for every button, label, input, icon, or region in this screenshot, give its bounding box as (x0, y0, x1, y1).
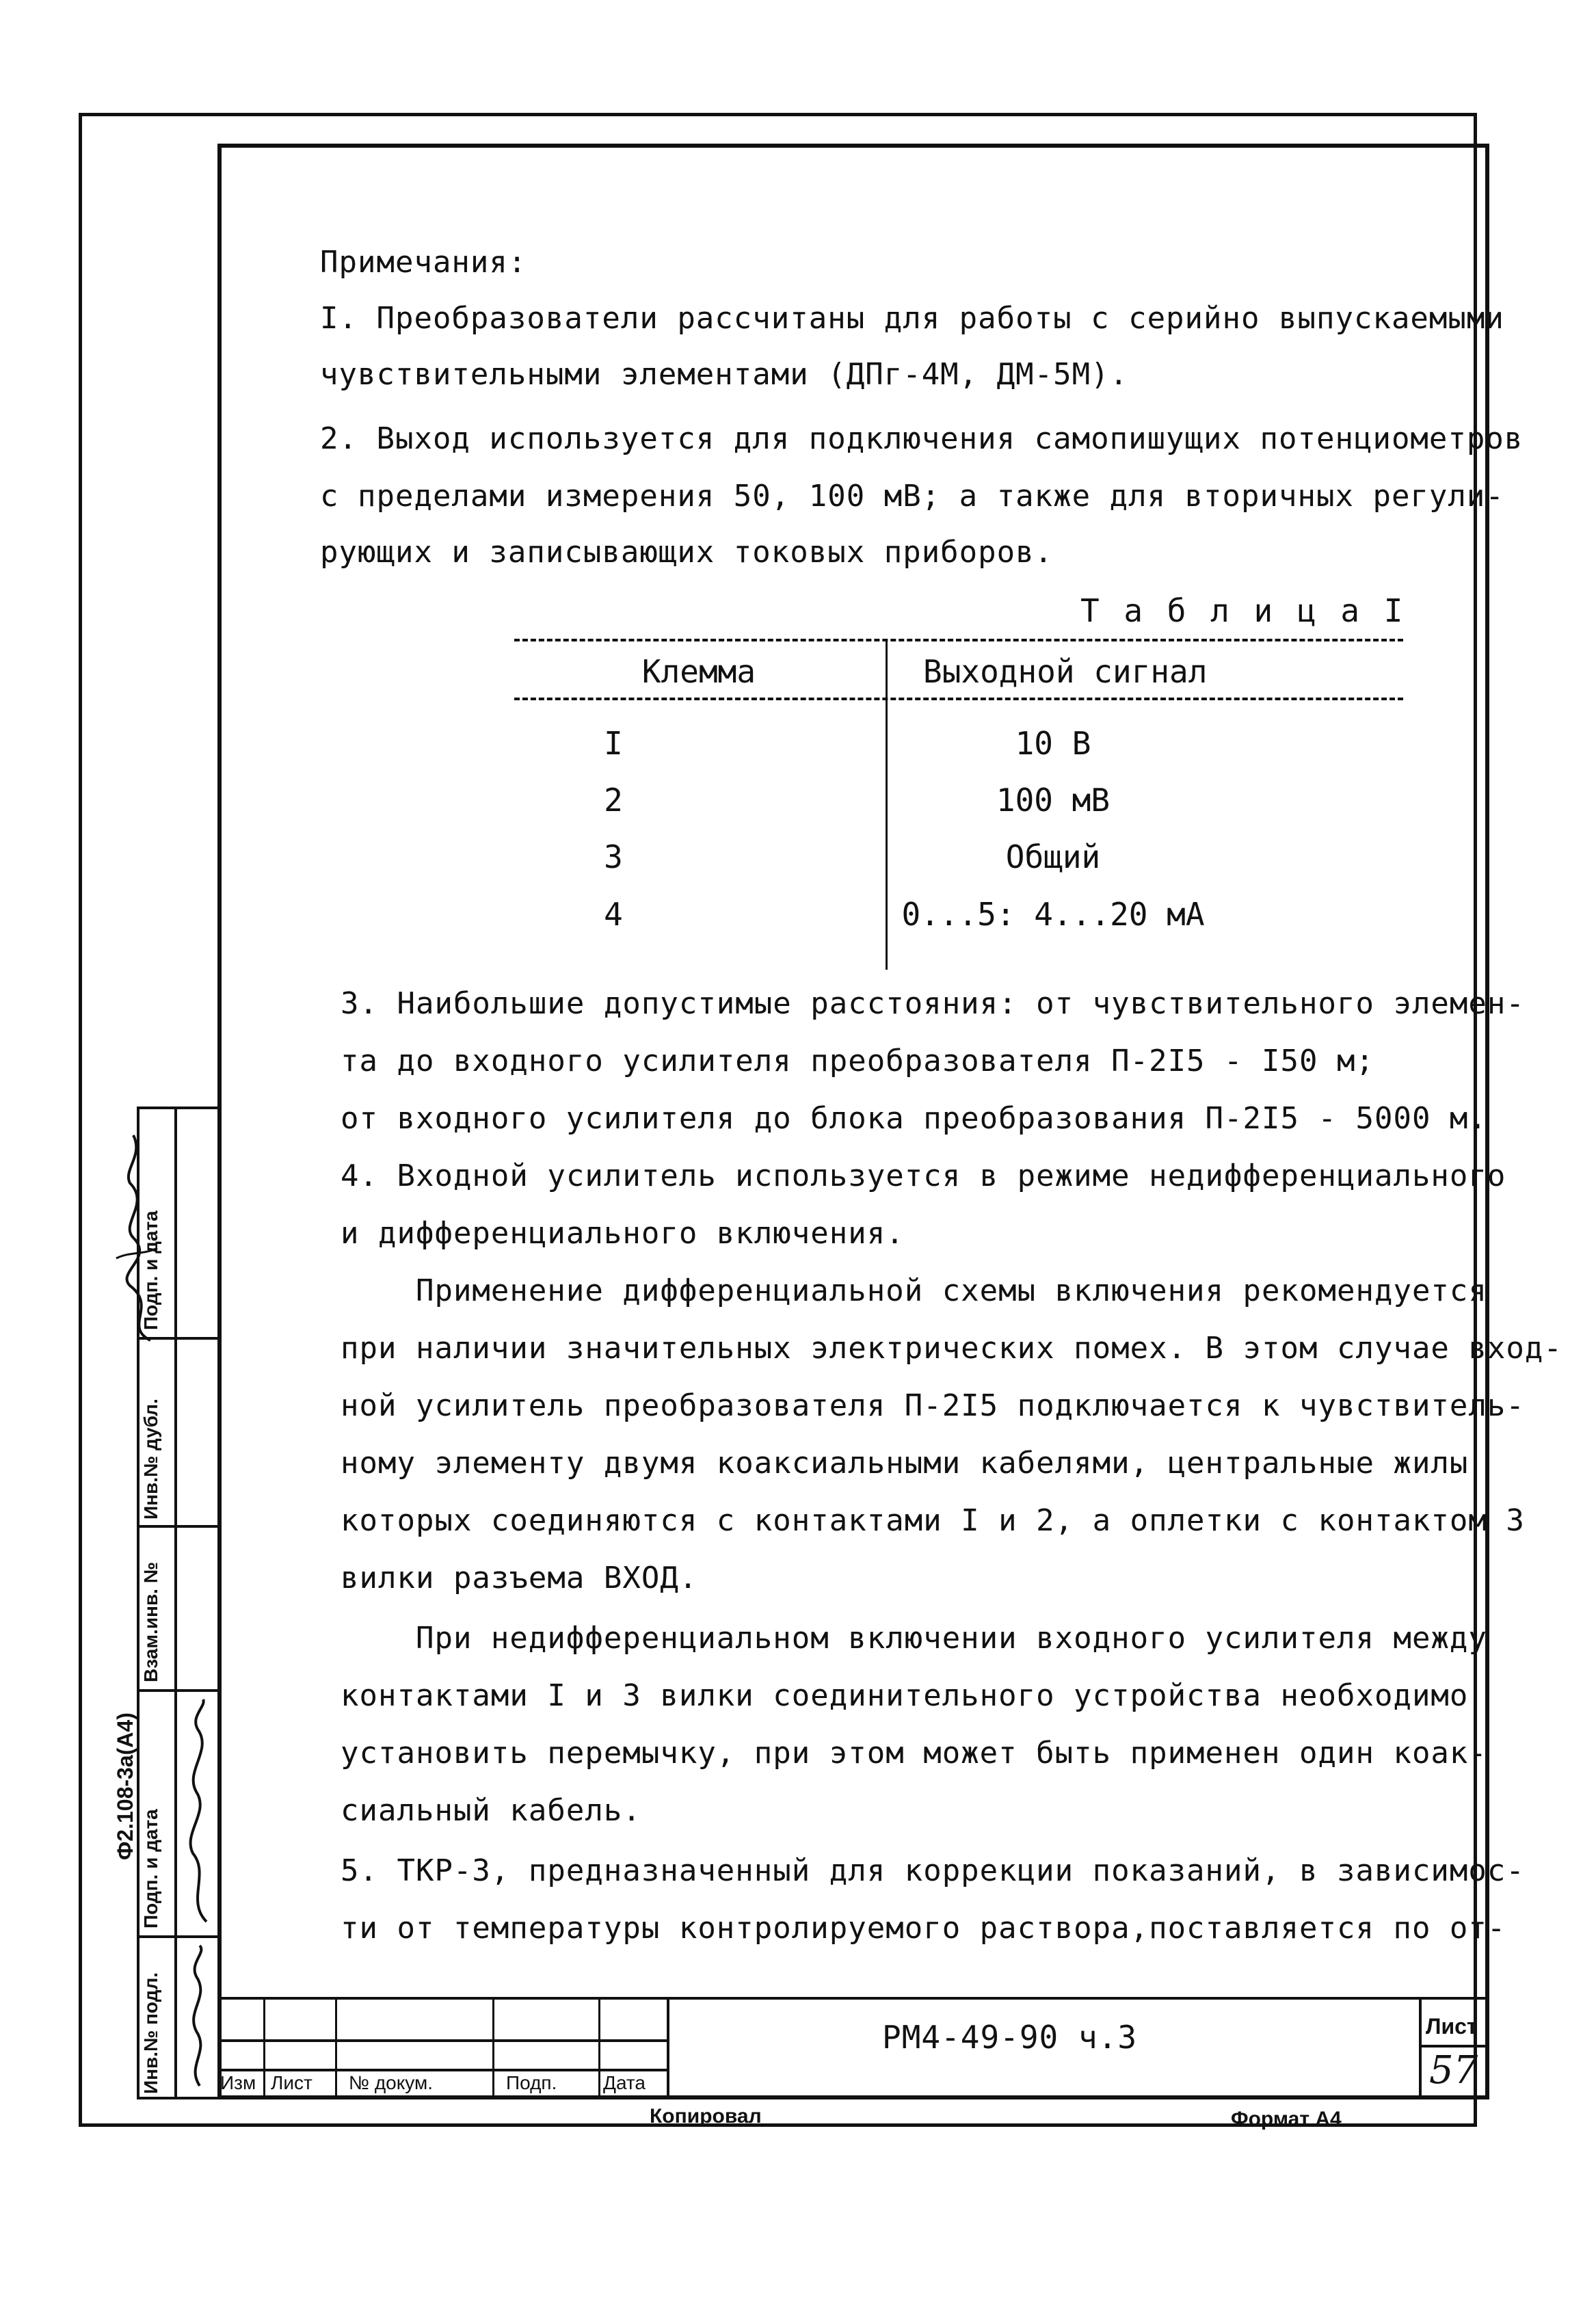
document-code: РМ4-49-90 ч.3 (882, 2019, 1138, 2056)
sidebar-field-sign-date: Подп. и дата (140, 1809, 161, 1929)
note-line: 2. Выход используется для подключения самопишущих потенциометров (320, 421, 1524, 456)
stamp-row-line (217, 2039, 669, 2042)
body-line: При недифференциальном включении входного усилителя между (341, 1621, 1487, 1656)
body-line: ти от температуры контролируемого раствора,поставляется по от- (341, 1911, 1506, 1946)
stamp-sheet-line (1419, 2045, 1489, 2048)
table-top-rule (514, 639, 1403, 641)
body-line: 4. Входной усилитель используется в режиме недифференциального (341, 1158, 1506, 1193)
signature-date-handwriting (179, 1696, 217, 1929)
table-header-signal: Выходной сигнал (923, 653, 1208, 690)
notes-title: Примечания: (320, 245, 527, 280)
sidebar-row-line (137, 1935, 220, 1938)
table-divider (886, 641, 888, 970)
table-cell-signal: 100 мВ (996, 782, 1110, 819)
body-line: установить перемычку, при этом может быть применен один коак- (341, 1736, 1487, 1771)
body-line: ному элементу двумя коаксиальными кабелями, центральные жилы (341, 1446, 1469, 1481)
table-cell-terminal: 3 (604, 838, 623, 875)
note-line: с пределами измерения 50, 100 мВ; а также для вторичных регули- (320, 479, 1504, 514)
sidebar-field-dup-inv: Инв.№ дубл. (140, 1399, 161, 1520)
form-code: Ф2.108-3а(А4) (113, 1712, 137, 1860)
body-line: которых соединяются с контактами I и 2, а оплетки с контактом 3 (341, 1503, 1525, 1538)
handwritten-signature (103, 1122, 171, 1347)
inventory-number-handwriting (179, 1942, 217, 2093)
sidebar-field-orig-inv: Инв.№ подл. (140, 1972, 161, 2094)
body-line: 5. ТКР-3, предназначенный для коррекции показаний, в зависимос- (341, 1853, 1525, 1888)
sidebar-field-replace-inv: Взам.инв. № (140, 1562, 161, 1682)
stamp-row-line (217, 2069, 669, 2071)
stamp-col-change: Изм (220, 2072, 256, 2093)
body-line: вилки разъема ВХОД. (341, 1561, 698, 1595)
table-header-rule (514, 698, 1403, 700)
body-line: Применение дифференциальной схемы включения рекомендуется (341, 1273, 1487, 1308)
stamp-col-line (598, 1997, 600, 2099)
table-cell-signal: Общий (1005, 838, 1101, 875)
body-line: та до входного усилителя преобразователя П-2I5 - I50 м; (341, 1044, 1374, 1078)
sidebar-divider (174, 1107, 177, 2099)
stamp-top-border (217, 1997, 1489, 2000)
note-line: чувствительными элементами (ДПг-4М, ДМ-5М). (320, 357, 1129, 392)
footer-format: Формат А4 (1231, 2108, 1342, 2130)
sidebar-field-sign-date-2: Подп. и дата (140, 1210, 161, 1330)
body-line: ной усилитель преобразователя П-2I5 подключается к чувствитель- (341, 1388, 1525, 1423)
table-cell-terminal: 2 (604, 782, 623, 819)
stamp-col-line (667, 1997, 669, 2099)
stamp-col-sheet: Лист (271, 2072, 312, 2093)
body-line: при наличии значительных электрических помех. В этом случае вход- (341, 1331, 1562, 1366)
sheet-number: 57 (1429, 2048, 1478, 2093)
footer-copied: Копировал (650, 2105, 762, 2128)
body-line: контактами I и 3 вилки соединительного устройства необходимо (341, 1678, 1469, 1713)
table-cell-signal: 0...5: 4...20 мА (901, 896, 1205, 933)
note-line: I. Преобразователи рассчитаны для работы с серийно выпускаемыми (320, 301, 1504, 336)
table-caption: Т а б л и ц а I (1080, 592, 1406, 629)
note-line: рующих и записывающих токовых приборов. (320, 535, 1054, 570)
body-line: сиальный кабель. (341, 1793, 641, 1828)
sheet-label: Лист (1426, 2014, 1478, 2039)
stamp-col-sign: Подп. (506, 2072, 557, 2093)
body-line: 3. Наибольшие допустимые расстояния: от чувствительного элемен- (341, 986, 1525, 1021)
stamp-col-docnum: № докум. (349, 2072, 434, 2093)
table-cell-terminal: 4 (604, 896, 623, 933)
table-cell-terminal: I (604, 725, 623, 762)
stamp-col-date: Дата (603, 2072, 646, 2093)
table-cell-signal: 10 В (1015, 725, 1091, 762)
stamp-col-line (263, 1997, 265, 2099)
stamp-col-line (1419, 1997, 1422, 2099)
stamp-col-line (335, 1997, 337, 2099)
stamp-col-line (492, 1997, 494, 2099)
sidebar-row-line (137, 1689, 220, 1692)
table-header-terminal: Клемма (641, 653, 756, 690)
sidebar-row-line (137, 1525, 220, 1528)
body-line: и дифференциального включения. (341, 1216, 905, 1251)
body-line: от входного усилителя до блока преобразования П-2I5 - 5000 м. (341, 1101, 1487, 1136)
